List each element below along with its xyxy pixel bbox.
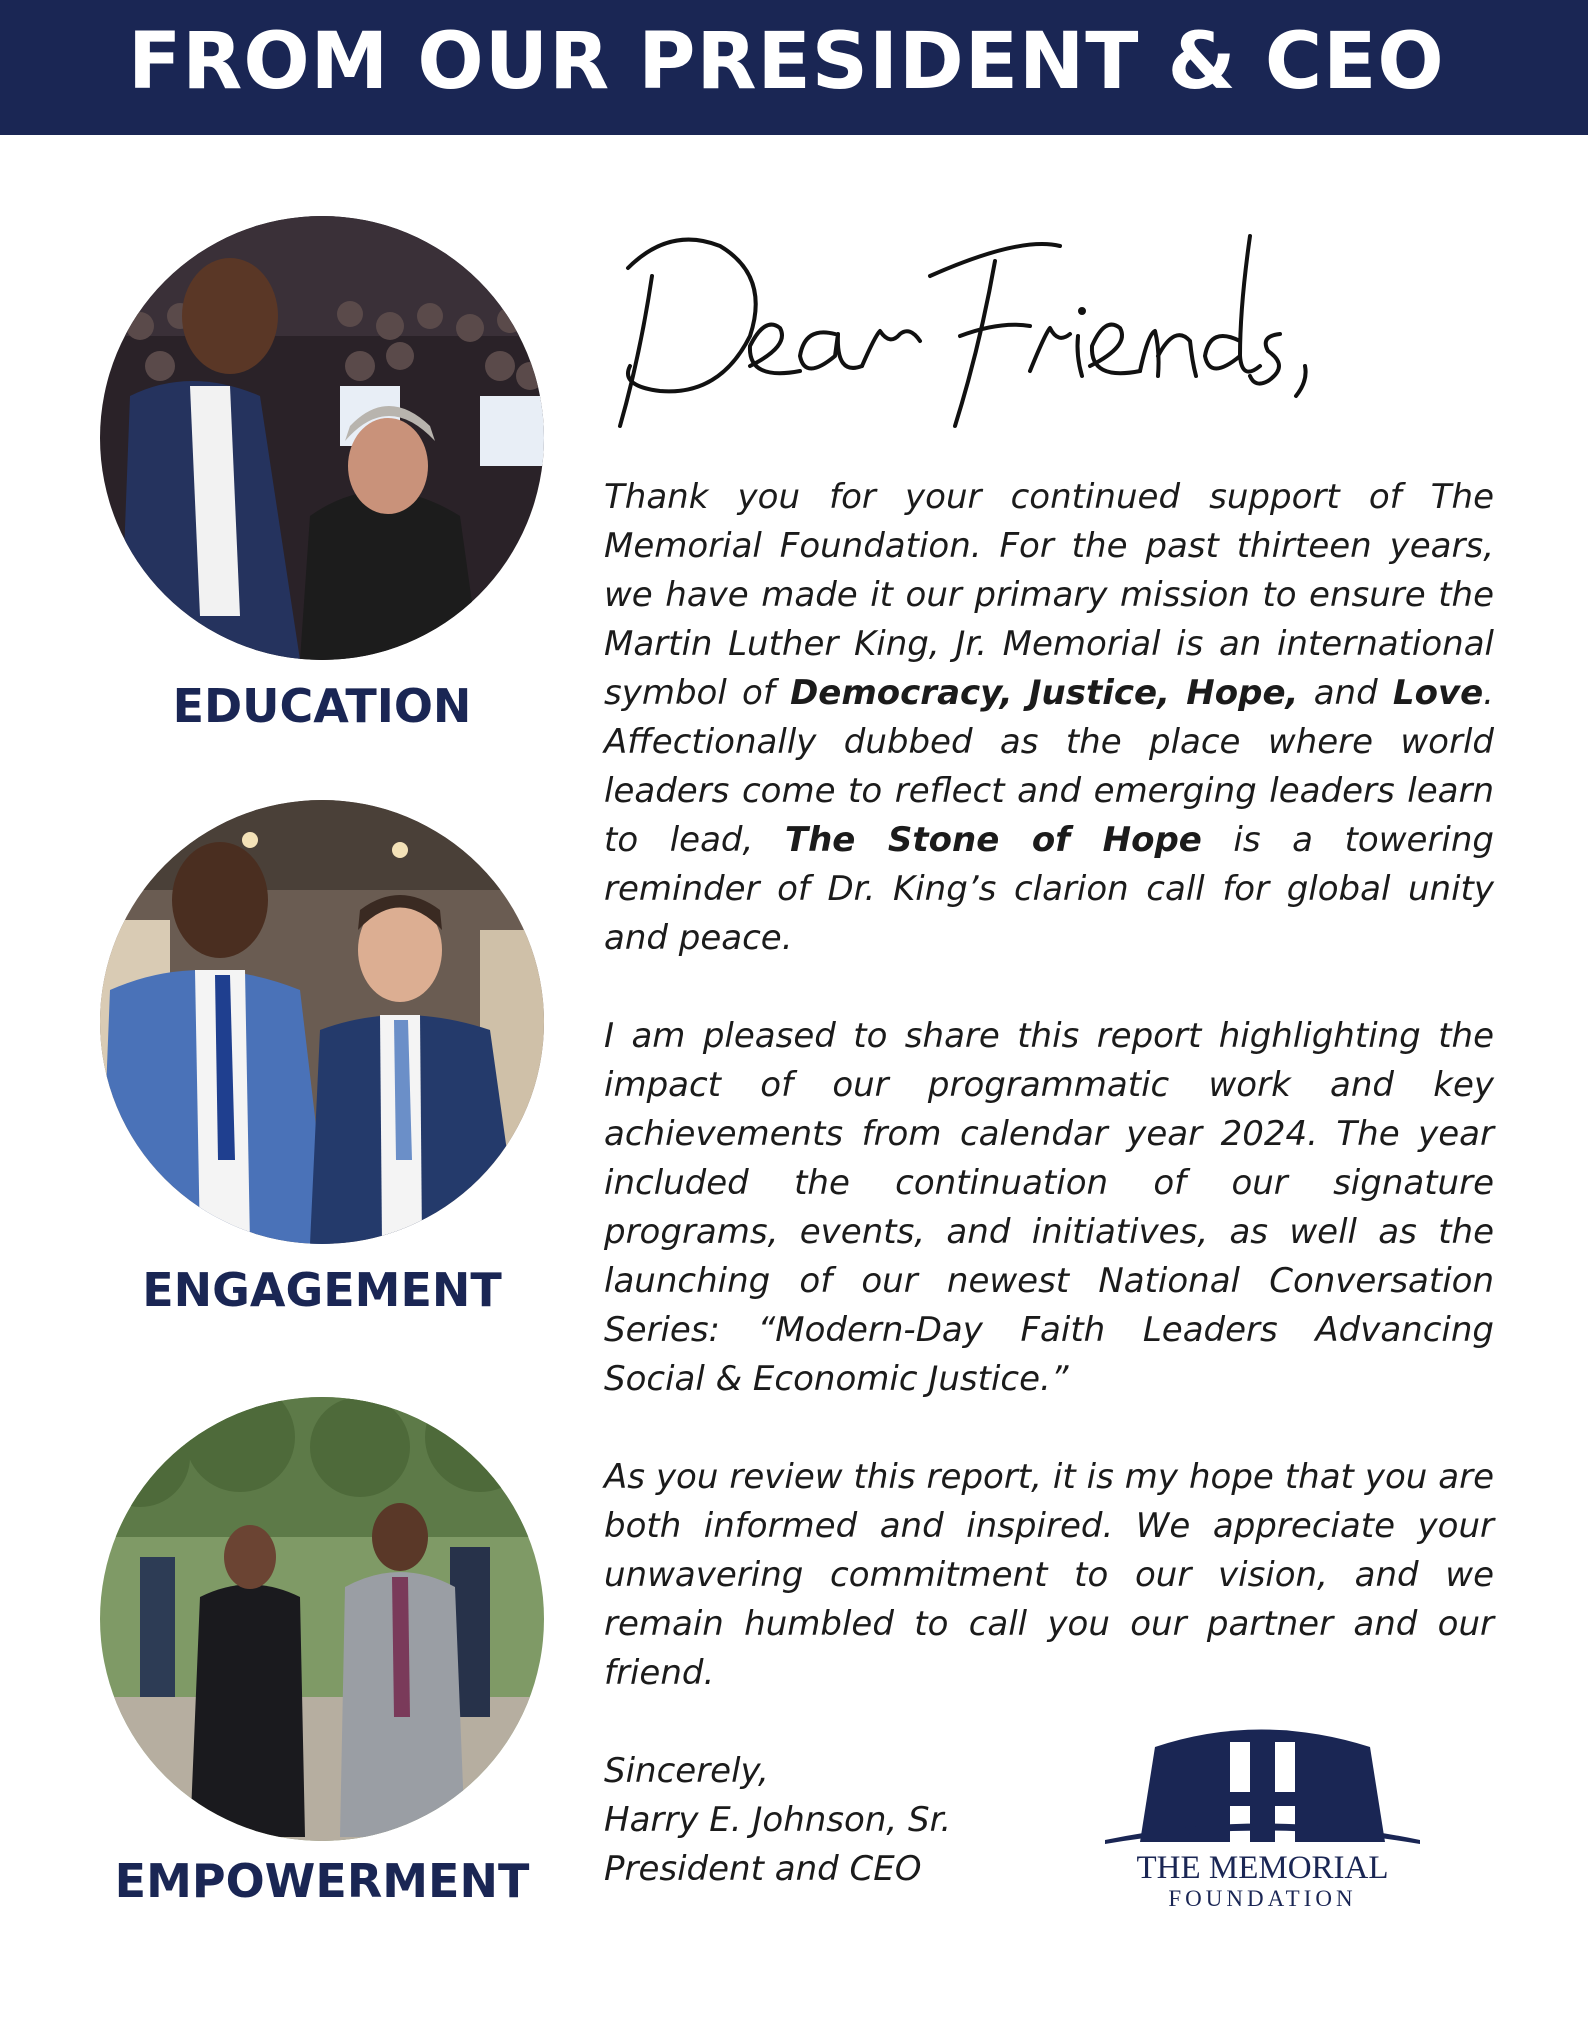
engagement-photo xyxy=(100,800,544,1244)
signer-name: Harry E. Johnson, Sr. xyxy=(604,1800,952,1840)
salutation-script xyxy=(600,216,1320,436)
empowerment-photo xyxy=(100,1397,544,1841)
pillar-label-empowerment: EMPOWERMENT xyxy=(114,1854,530,1908)
logo-text-line1: THE MEMORIAL xyxy=(1136,1850,1389,1886)
letter-paragraph-2: I am pleased to share this report highlighting the impact of our programmatic work and key achievements from calendar year 2024. The year included the continuation of our signature programs, events, and initiatives, as well as the launching of our newest National Conversation Series: “Modern-Day Faith Leaders Advancing Social & Economic Justice.” xyxy=(604,1016,1494,1399)
education-photo xyxy=(100,216,544,660)
memorial-foundation-logo xyxy=(1090,1672,1435,1922)
logo-text-line2: FOUNDATION xyxy=(1168,1886,1357,1911)
signature-block xyxy=(604,1747,951,1894)
letter-paragraph-3: As you review this report, it is my hope that you are both informed and inspired. We appreciate your unwavering commitment to our vision, and we remain humbled to call you our partner and our friend. xyxy=(604,1457,1494,1693)
closing: Sincerely, xyxy=(604,1751,769,1791)
header-banner xyxy=(0,0,1588,135)
letter-paragraph-1: Thank you for your continued support of The Memorial Foundation. For the past thirteen years, we have made it our primary mission to ensure the Martin Luther King, Jr. Memorial is an international symbol of Democracy, Justice, Hope, and Love. Affectionally dubbed as the place where world leaders come to reflect and emerging leaders learn to lead, The Stone of Hope is a towering reminder of Dr. King’s clarion call for global unity and peace. xyxy=(604,477,1494,958)
letter-body xyxy=(604,473,1494,1747)
signer-title: President and CEO xyxy=(604,1849,922,1889)
pillar-label-engagement: ENGAGEMENT xyxy=(142,1263,502,1317)
pillar-label-education: EDUCATION xyxy=(172,679,472,733)
page-title: FROM OUR PRESIDENT & CEO xyxy=(128,17,1445,107)
